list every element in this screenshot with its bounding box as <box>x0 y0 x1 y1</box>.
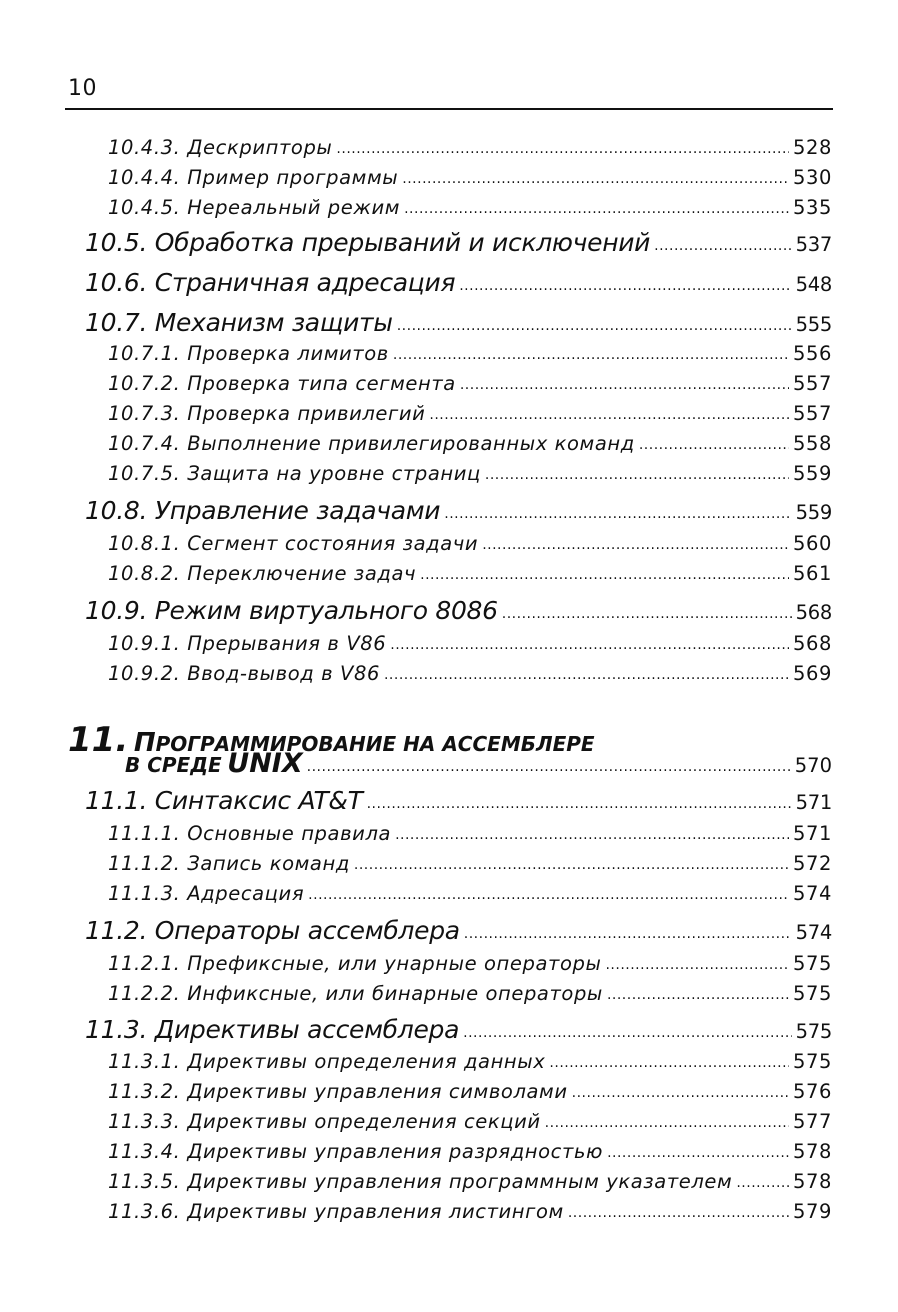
toc-subsection-entry[interactable] <box>108 166 832 189</box>
page-number-ref: 557 <box>792 372 832 395</box>
toc-section-entry[interactable] <box>85 228 832 257</box>
entry-title: 11.1.1. Основные правила <box>108 822 392 845</box>
entry-title: 11.2.2. Инфиксные, или бинарные операторы <box>108 982 603 1005</box>
dot-leader <box>460 377 789 393</box>
page-number: 10 <box>68 76 97 101</box>
toc-subsection-entry[interactable] <box>108 662 832 685</box>
dot-leader <box>572 1085 789 1101</box>
entry-title: 10.4.5. Нереальный режим <box>108 196 401 219</box>
entry-title: 11.3. Директивы ассемблера <box>85 1015 460 1044</box>
page-number-ref: 571 <box>792 822 832 845</box>
page-number-ref: 574 <box>795 921 832 944</box>
toc-section-entry[interactable] <box>85 496 832 525</box>
entry-title: 11.1.2. Запись команд <box>108 852 350 875</box>
entry-title: 10.8.1. Сегмент состояния задачи <box>108 532 479 555</box>
entry-title: 10.4.3. Дескрипторы <box>108 136 333 159</box>
dot-leader <box>463 1025 792 1041</box>
chapter-title-line1: РОГРАММИРОВАНИЕ НА АССЕМБЛЕРЕ <box>155 732 595 756</box>
chapter-title-line2-big: UNIX <box>227 748 303 779</box>
page-number-ref: 569 <box>792 662 832 685</box>
toc-subsection-entry[interactable] <box>108 852 832 875</box>
page-number-ref: 575 <box>792 952 832 975</box>
dot-leader <box>397 318 792 334</box>
page-number-ref: 548 <box>795 273 832 296</box>
toc-subsection-entry[interactable] <box>108 982 832 1005</box>
dot-leader <box>482 537 789 553</box>
entry-title: 10.7.2. Проверка типа сегмента <box>108 372 456 395</box>
entry-title: 11.1. Синтаксис AT&T <box>85 786 363 815</box>
page-number-ref: 568 <box>795 601 832 624</box>
page-number-ref: 575 <box>792 982 832 1005</box>
dot-leader <box>549 1055 789 1071</box>
dot-leader <box>607 987 789 1003</box>
entry-title: 10.7. Механизм защиты <box>85 308 393 337</box>
chapter-title-initial: П <box>133 728 156 758</box>
page-number-ref: 560 <box>792 532 832 555</box>
page-number-ref: 537 <box>795 233 832 256</box>
page-number-ref: 535 <box>792 196 832 219</box>
toc-subsection-entry[interactable] <box>108 1200 832 1223</box>
page-number-ref: 572 <box>792 852 832 875</box>
dot-leader <box>654 238 792 254</box>
page-number-ref: 557 <box>792 402 832 425</box>
page-number-ref: 576 <box>792 1080 832 1103</box>
page-number-ref: 571 <box>795 791 832 814</box>
toc-subsection-entry[interactable] <box>108 1140 832 1163</box>
toc-section-entry[interactable] <box>85 596 832 625</box>
dot-leader <box>420 567 789 583</box>
entry-title: 11.3.2. Директивы управления символами <box>108 1080 568 1103</box>
page-number-ref: 528 <box>792 136 832 159</box>
dot-leader <box>307 759 791 775</box>
page-number-ref: 578 <box>792 1170 832 1193</box>
entry-title: 10.4.4. Пример программы <box>108 166 399 189</box>
page-number-ref: 574 <box>792 882 832 905</box>
entry-title: 10.9.2. Ввод-вывод в V86 <box>108 662 380 685</box>
dot-leader <box>395 827 789 843</box>
entry-title: 11.3.4. Директивы управления разрядностью <box>108 1140 604 1163</box>
dot-leader <box>545 1115 789 1131</box>
toc-subsection-entry[interactable] <box>108 1050 832 1073</box>
dot-leader <box>607 1145 789 1161</box>
chapter-title-line2-small: В СРЕДЕ <box>125 753 222 777</box>
entry-title: 11.3.3. Директивы определения секций <box>108 1110 541 1133</box>
dot-leader <box>485 467 789 483</box>
page-number-ref: 577 <box>792 1110 832 1133</box>
dot-leader <box>568 1205 789 1221</box>
toc-section-entry[interactable] <box>85 268 832 297</box>
toc-subsection-entry[interactable] <box>108 1170 832 1193</box>
page-number-ref: 568 <box>792 632 832 655</box>
toc-subsection-entry[interactable] <box>108 632 832 655</box>
toc-subsection-entry[interactable] <box>108 402 832 425</box>
chapter-title-line2 <box>125 748 303 779</box>
dot-leader <box>736 1175 789 1191</box>
dot-leader <box>444 506 791 522</box>
entry-title: 10.9.1. Прерывания в V86 <box>108 632 387 655</box>
entry-title: 10.6. Страничная адресация <box>85 268 456 297</box>
header-rule <box>65 108 833 110</box>
entry-title: 10.7.1. Проверка лимитов <box>108 342 389 365</box>
dot-leader <box>502 606 792 622</box>
page-number-ref: 578 <box>792 1140 832 1163</box>
chapter-entry[interactable] <box>125 748 832 779</box>
dot-leader <box>404 201 789 217</box>
page-number-ref: 570 <box>794 754 832 777</box>
entry-title: 10.5. Обработка прерываний и исключений <box>85 228 651 257</box>
toc-section-entry[interactable] <box>85 308 832 337</box>
dot-leader <box>390 637 789 653</box>
entry-title: 10.8. Управление задачами <box>85 496 441 525</box>
entry-title: 11.3.1. Директивы определения данных <box>108 1050 546 1073</box>
toc-subsection-entry[interactable] <box>108 952 832 975</box>
entry-title: 11.3.5. Директивы управления программным указателем <box>108 1170 733 1193</box>
page-number-ref: 559 <box>792 462 832 485</box>
page-number-ref: 558 <box>792 432 832 455</box>
toc-subsection-entry[interactable] <box>108 822 832 845</box>
toc-subsection-entry[interactable] <box>108 562 832 585</box>
dot-leader <box>464 926 792 942</box>
dot-leader <box>354 857 789 873</box>
toc-subsection-entry[interactable] <box>108 1110 832 1133</box>
dot-leader <box>605 957 788 973</box>
page-number-ref: 556 <box>792 342 832 365</box>
entry-title: 10.7.4. Выполнение привилегированных команд <box>108 432 635 455</box>
toc-subsection-entry[interactable] <box>108 532 832 555</box>
page-number-ref: 559 <box>795 501 832 524</box>
page-number-ref: 555 <box>795 313 832 336</box>
toc-subsection-entry[interactable] <box>108 462 832 485</box>
dot-leader <box>384 667 789 683</box>
dot-leader <box>402 171 789 187</box>
toc-section-entry[interactable] <box>85 916 832 945</box>
page-number-ref: 575 <box>795 1020 832 1043</box>
dot-leader <box>429 407 789 423</box>
toc-subsection-entry[interactable] <box>108 136 832 159</box>
dot-leader <box>393 347 789 363</box>
toc-subsection-entry[interactable] <box>108 342 832 365</box>
page-number-ref: 561 <box>792 562 832 585</box>
chapter-number: 11. <box>68 720 129 760</box>
dot-leader <box>336 141 789 157</box>
entry-title: 10.7.5. Защита на уровне страниц <box>108 462 481 485</box>
entry-title: 11.2. Операторы ассемблера <box>85 916 460 945</box>
dot-leader <box>459 278 791 294</box>
entry-title: 10.8.2. Переключение задач <box>108 562 417 585</box>
page-number-ref: 530 <box>792 166 832 189</box>
dot-leader <box>367 796 792 812</box>
entry-title: 11.3.6. Директивы управления листингом <box>108 1200 564 1223</box>
toc-subsection-entry[interactable] <box>108 882 832 905</box>
toc-subsection-entry[interactable] <box>108 196 832 219</box>
toc-subsection-entry[interactable] <box>108 372 832 395</box>
page-number-ref: 579 <box>792 1200 832 1223</box>
page-number-ref: 575 <box>792 1050 832 1073</box>
entry-title: 11.2.1. Префиксные, или унарные операторы <box>108 952 602 975</box>
toc-subsection-entry[interactable] <box>108 1080 832 1103</box>
entry-title: 11.1.3. Адресация <box>108 882 305 905</box>
toc-subsection-entry[interactable] <box>108 432 832 455</box>
entry-title: 10.7.3. Проверка привилегий <box>108 402 426 425</box>
toc-section-entry[interactable] <box>85 1015 832 1044</box>
toc-section-entry[interactable] <box>85 786 832 815</box>
dot-leader <box>308 887 789 903</box>
entry-title: 10.9. Режим виртуального 8086 <box>85 596 498 625</box>
dot-leader <box>639 437 789 453</box>
